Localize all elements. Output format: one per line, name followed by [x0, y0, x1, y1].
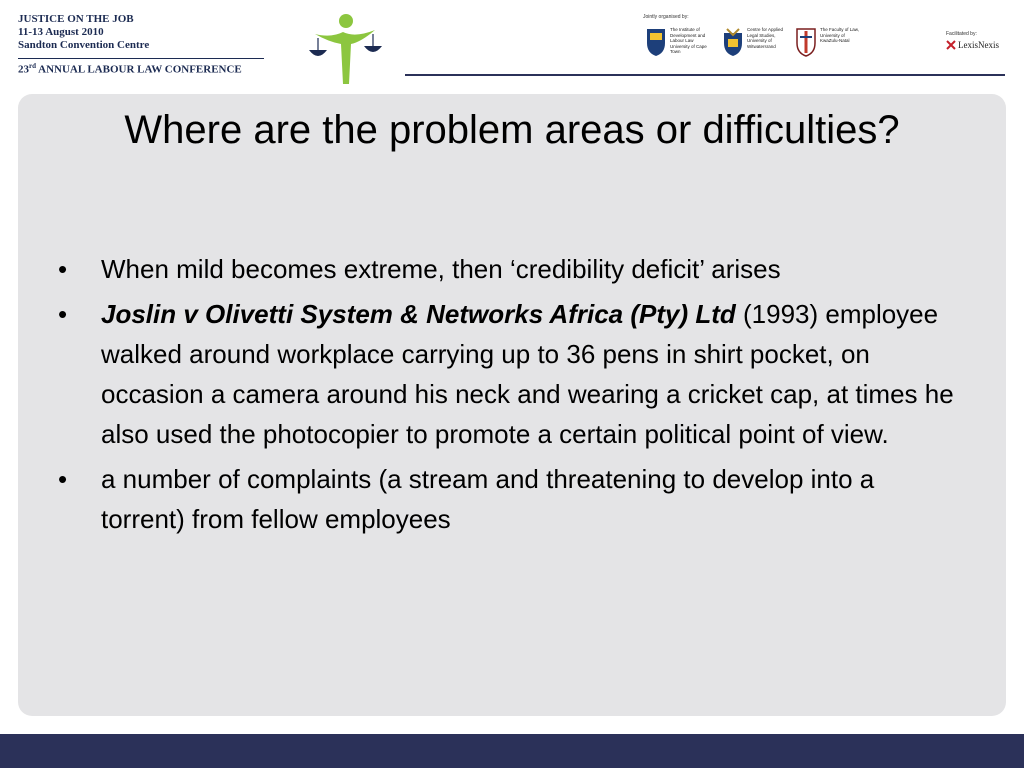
conference-title: JUSTICE ON THE JOB — [18, 13, 134, 25]
organised-by-label: Jointly organised by: — [643, 14, 689, 20]
partner-uct-text: The Institute of Development and Labour Law University of Cape Town — [670, 27, 707, 54]
bullet-item-complaints — [58, 459, 963, 539]
facilitated-by-label: Facilitated by: — [946, 31, 977, 37]
lexisnexis-mark-icon — [946, 40, 956, 50]
partner-wits — [722, 27, 787, 57]
bullet-item-joslin-case — [58, 294, 963, 454]
bullet-text: (1993) employee walked around workplace carrying up to 36 pens in shirt pocket, on occasion a camera around his neck and wearing a cricket cap, at times he also used the photocopier to promote a certain political point of view. — [101, 299, 954, 449]
conference-info — [18, 13, 264, 76]
bullet-icon: • — [58, 299, 68, 329]
bullet-item-credibility — [58, 249, 963, 289]
bullet-text: When mild becomes extreme, then ‘credibility deficit’ arises — [101, 254, 781, 284]
uct-crest-icon — [645, 27, 667, 57]
header-divider — [405, 74, 1005, 76]
partner-ukzn-text: The Faculty of Law, University of KwaZulu-Natal — [820, 27, 860, 43]
partner-uct — [645, 27, 710, 57]
wits-crest-icon — [722, 27, 744, 57]
bullet-icon: • — [58, 254, 68, 284]
conference-venue: Sandton Convention Centre — [18, 39, 150, 51]
case-name: Joslin v Olivetti System & Networks Africa (Pty) Ltd — [101, 299, 736, 329]
bullet-text: a number of complaints (a stream and threatening to develop into a torrent) from fellow employees — [101, 464, 875, 534]
bullet-list — [58, 249, 963, 544]
bullet-icon: • — [58, 464, 68, 494]
sponsor-name: LexisNexis — [958, 40, 999, 50]
partner-wits-text: Centre for Applied Legal Studies, University of Witwatersrand — [747, 27, 784, 49]
conference-annual: 23rd ANNUAL LABOUR LAW CONFERENCE — [18, 62, 242, 76]
slide-title: Where are the problem areas or difficulties? — [124, 108, 900, 152]
footer-bar — [0, 734, 1024, 768]
lexisnexis-logo — [946, 40, 999, 50]
justice-scales-logo-icon — [305, 10, 385, 88]
partner-ukzn — [795, 27, 860, 57]
conference-divider — [18, 58, 264, 59]
conference-dates: 11-13 August 2010 — [18, 26, 104, 38]
ukzn-crest-icon — [795, 27, 817, 57]
